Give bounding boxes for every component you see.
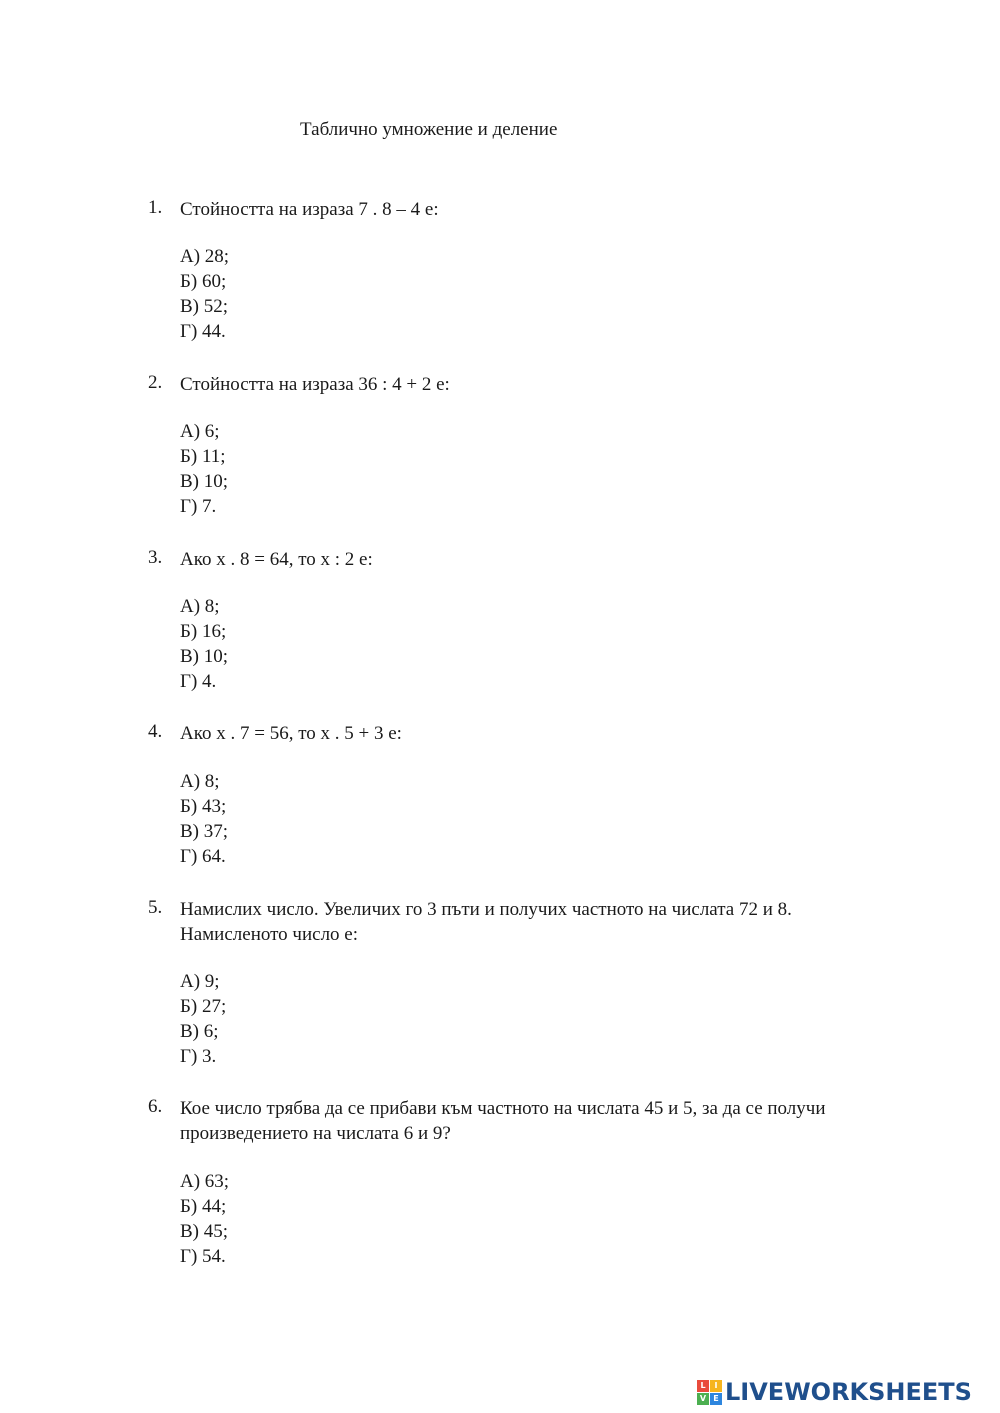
answer-option[interactable]: Б) 60;	[180, 271, 227, 292]
answer-option[interactable]: В) 45;	[180, 1221, 229, 1242]
question-number: 3.	[148, 547, 163, 568]
answer-option[interactable]: А) 8;	[180, 596, 220, 617]
question-text: Стойността на израза 7 . 8 – 4 е:	[180, 199, 439, 220]
liveworksheets-logo[interactable]	[697, 1378, 972, 1406]
question-number: 1.	[148, 197, 163, 218]
question-text: Стойността на израза 36 : 4 + 2 е:	[180, 374, 450, 395]
answer-option[interactable]: Б) 43;	[180, 796, 227, 817]
question-number: 5.	[148, 897, 163, 918]
answer-option[interactable]: А) 6;	[180, 421, 220, 442]
answer-option[interactable]: В) 37;	[180, 821, 229, 842]
logo-tile: V	[697, 1393, 709, 1405]
answer-option[interactable]: А) 8;	[180, 771, 220, 792]
answer-option[interactable]: В) 10;	[180, 646, 229, 667]
answer-option[interactable]: Г) 4.	[180, 671, 217, 692]
answer-option[interactable]: А) 28;	[180, 246, 230, 267]
question-text: Кое число трябва да се прибави към частното на числата 45 и 5, за да се получи произведението на числата 6 и 9?	[180, 1098, 826, 1144]
worksheet-title: Таблично умножение и деление	[300, 119, 558, 140]
answer-option[interactable]: Г) 44.	[180, 321, 226, 342]
answer-option[interactable]: Г) 64.	[180, 846, 226, 867]
answer-option[interactable]: В) 6;	[180, 1021, 219, 1042]
answer-option[interactable]: А) 63;	[180, 1171, 230, 1192]
answer-option[interactable]: Г) 7.	[180, 496, 217, 517]
answer-option[interactable]: В) 10;	[180, 471, 229, 492]
answer-option[interactable]: Г) 3.	[180, 1046, 217, 1067]
question-text: Ако x . 8 = 64, то x : 2 е:	[180, 549, 373, 570]
logo-tile: I	[710, 1380, 722, 1392]
answer-option[interactable]: А) 9;	[180, 971, 220, 992]
question-number: 6.	[148, 1096, 163, 1117]
liveworksheets-logo-text: LIVEWORKSHEETS	[725, 1378, 972, 1406]
answer-option[interactable]: Б) 27;	[180, 996, 227, 1017]
answer-option[interactable]: Г) 54.	[180, 1246, 226, 1267]
answer-option[interactable]: Б) 16;	[180, 621, 227, 642]
question-text: Ако x . 7 = 56, то x . 5 + 3 е:	[180, 723, 402, 744]
answer-option[interactable]: В) 52;	[180, 296, 229, 317]
logo-tile: E	[710, 1393, 722, 1405]
question-number: 4.	[148, 721, 163, 742]
liveworksheets-logo-icon	[697, 1380, 722, 1405]
answer-option[interactable]: Б) 44;	[180, 1196, 227, 1217]
question-number: 2.	[148, 372, 163, 393]
question-text: Намислих число. Увеличих го 3 пъти и получих частното на числата 72 и 8. Намисленото число е:	[180, 899, 792, 945]
answer-option[interactable]: Б) 11;	[180, 446, 226, 467]
logo-tile: L	[697, 1380, 709, 1392]
